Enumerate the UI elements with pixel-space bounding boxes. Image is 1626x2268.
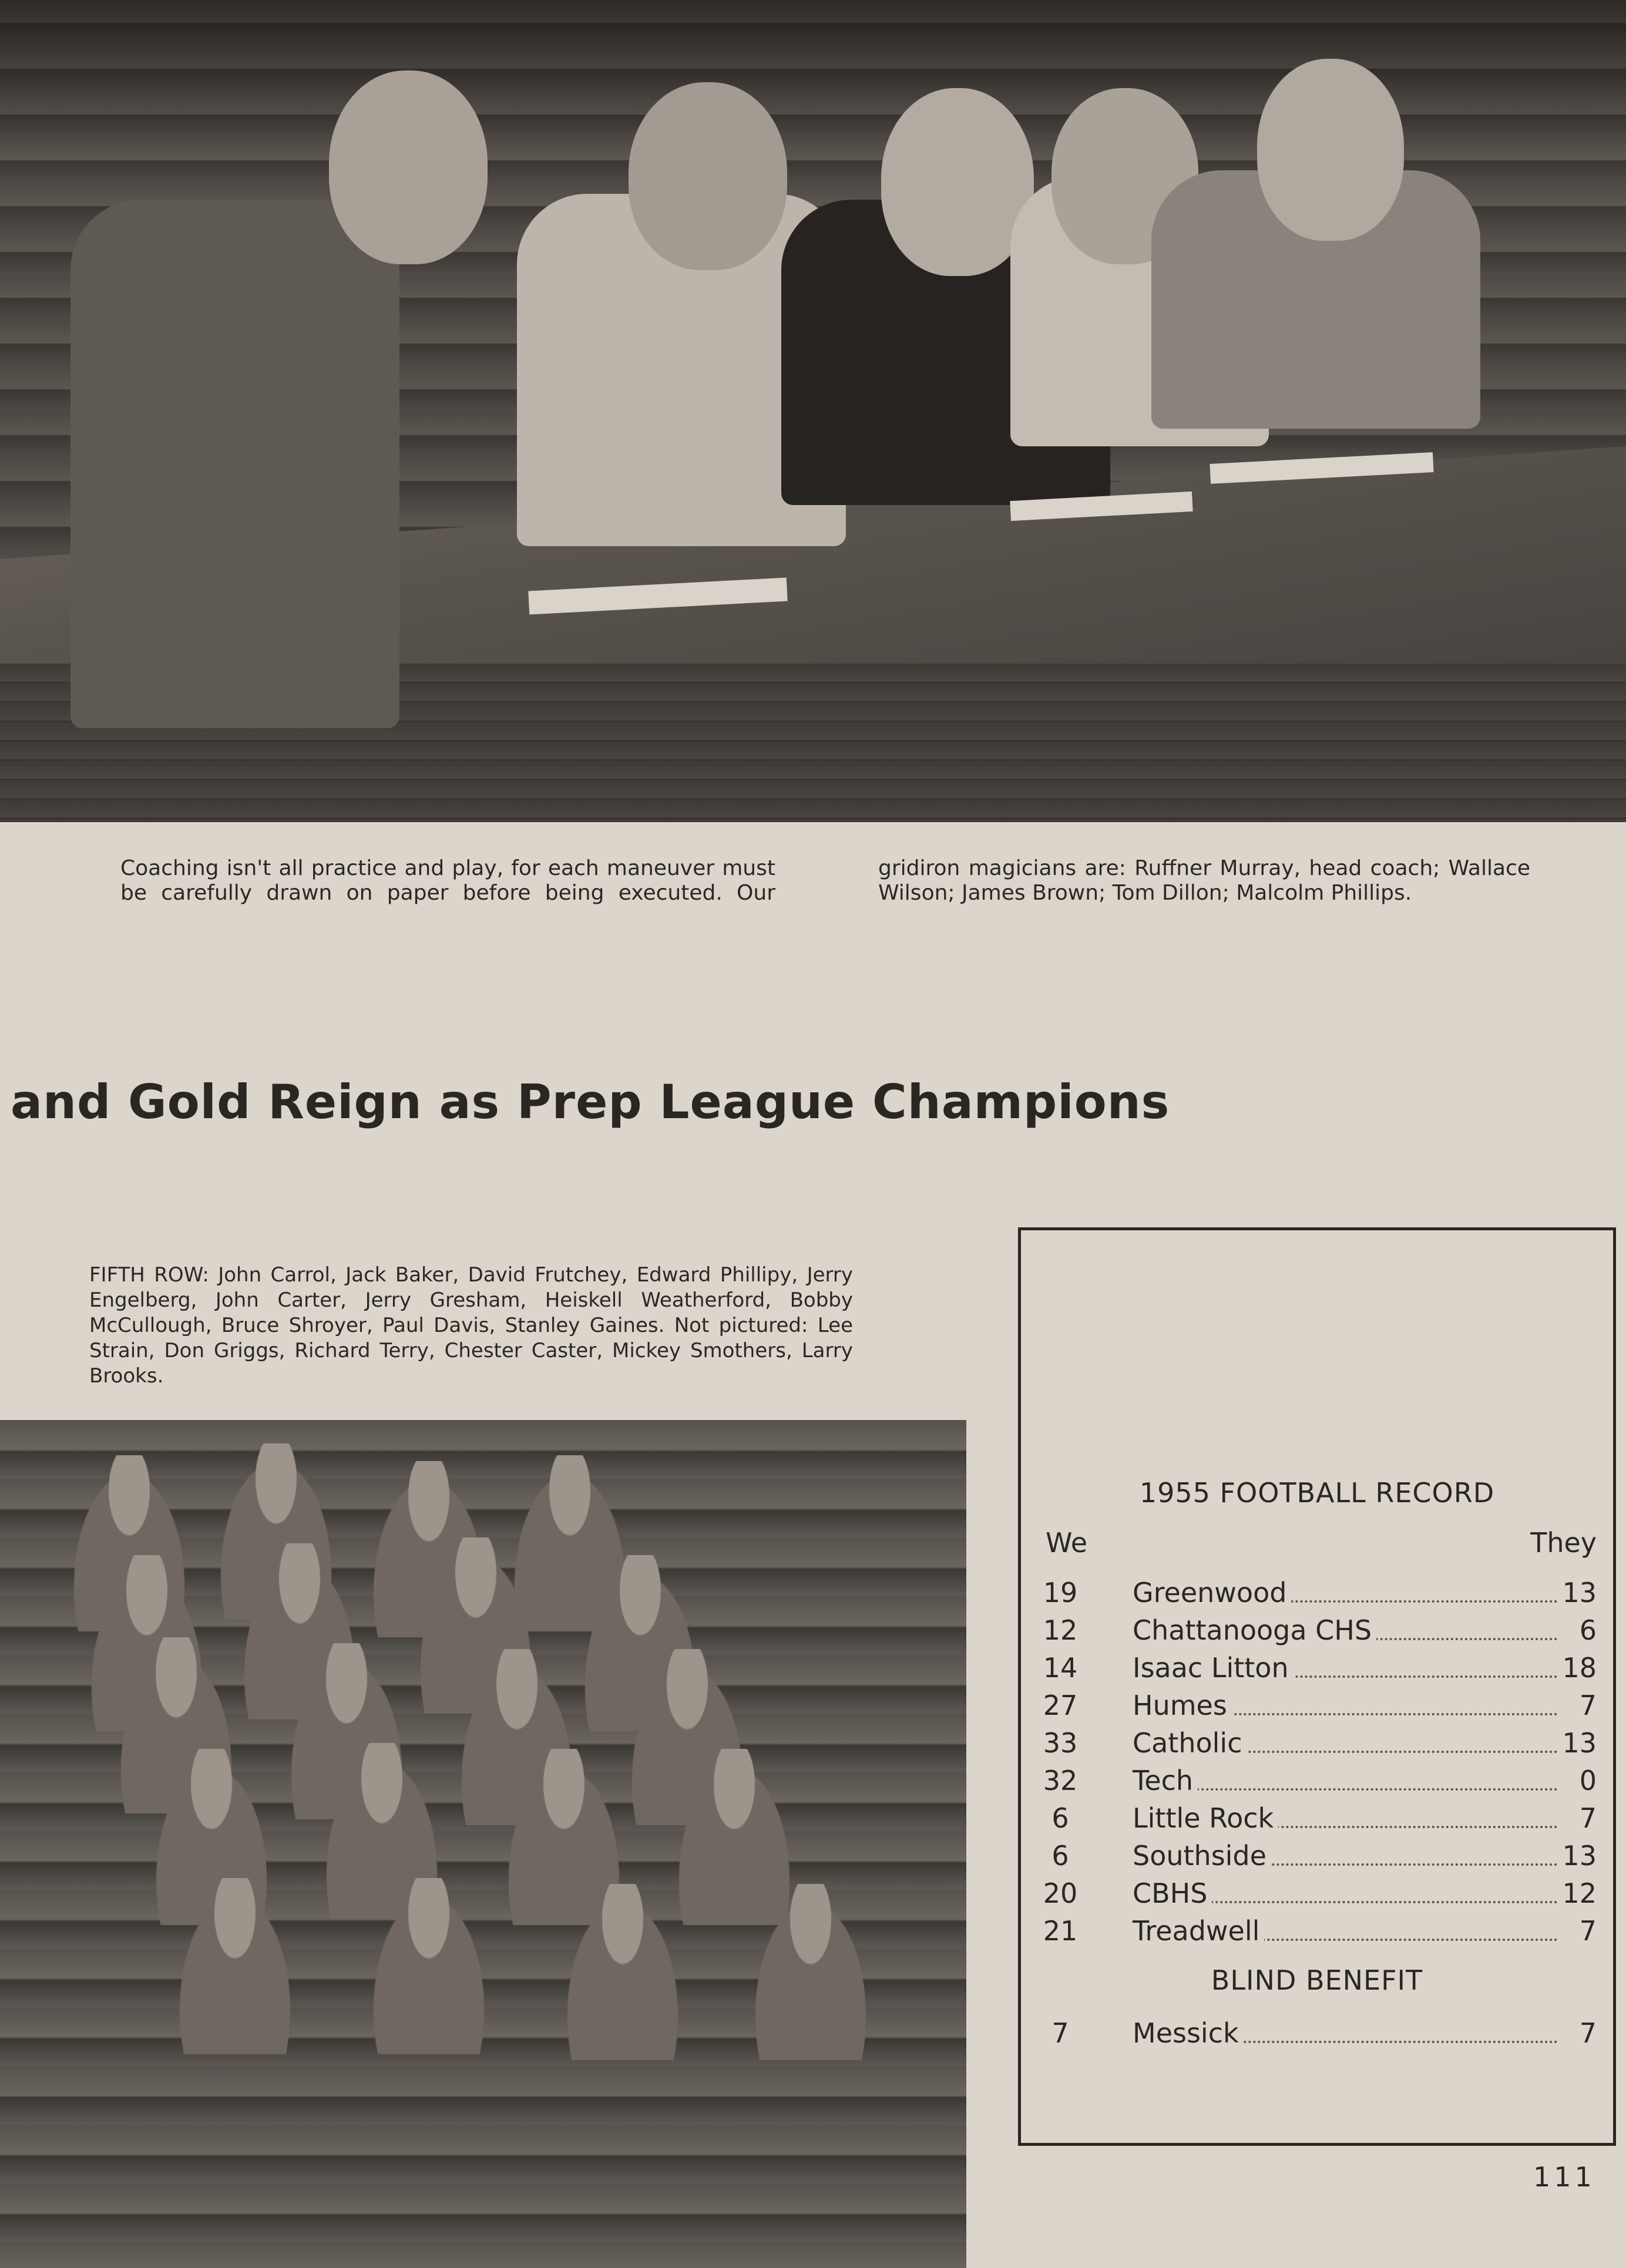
game-row: [1021, 1765, 1613, 1802]
leader-dots: [1135, 1788, 1557, 1791]
they-score: 13: [1562, 1840, 1597, 1872]
game-row: [1021, 1877, 1613, 1915]
they-score: 7: [1579, 1915, 1597, 1947]
coach-head: [1257, 59, 1404, 241]
we-column-label: We: [1046, 1527, 1088, 1559]
we-score: 12: [1043, 1614, 1078, 1646]
opponent-name: Greenwood: [1133, 1577, 1291, 1609]
game-row: [1021, 1915, 1613, 1953]
opponent-name: Isaac Litton: [1133, 1652, 1294, 1684]
game-row: [1021, 1577, 1613, 1614]
they-score: 12: [1562, 1877, 1597, 1909]
game-row: [1021, 1690, 1613, 1727]
they-score: 18: [1562, 1652, 1597, 1684]
we-score: 20: [1043, 1877, 1078, 1909]
team-photo: [0, 1420, 966, 2268]
they-score: 7: [1579, 2017, 1597, 2049]
they-score: 7: [1579, 1802, 1597, 1834]
they-score: 13: [1562, 1727, 1597, 1759]
coaches-photo: [0, 0, 1626, 822]
opponent-name: Tech: [1133, 1765, 1198, 1796]
record-title: 1955 FOOTBALL RECORD: [1139, 1477, 1495, 1509]
they-score: 7: [1579, 1690, 1597, 1721]
page-number: 111: [1533, 2161, 1595, 2193]
they-score: 0: [1579, 1765, 1597, 1796]
we-score: 7: [1051, 2017, 1069, 2049]
photo-caption-left: Coaching isn't all practice and play, for each maneuver must be carefully drawn on paper before being executed. Our: [120, 856, 775, 905]
roster-caption: FIFTH ROW: John Carrol, Jack Baker, David Frutchey, Edward Phillipy, Jerry Engelberg, John Carter, Jerry Gresham, Heiskell Weatherford, Bobby McCullough, Bruce Shroyer, Paul Davis, Stanley Gaines. Not pictured: Lee Strain, Don Griggs, Richard Terry, Chester Caster, Mickey Smothers, Larry Brooks.: [89, 1263, 853, 1388]
we-score: 19: [1043, 1577, 1078, 1609]
we-score: 32: [1043, 1765, 1078, 1796]
we-score: 27: [1043, 1690, 1078, 1721]
we-score: 6: [1051, 1840, 1069, 1872]
game-row: [1021, 1614, 1613, 1652]
opponent-name: Messick: [1133, 2017, 1244, 2049]
game-row: [1021, 1840, 1613, 1877]
game-row: [1021, 1727, 1613, 1765]
opponent-name: Little Rock: [1133, 1802, 1278, 1834]
opponent-name: Humes: [1133, 1690, 1232, 1721]
player-figure: [558, 1884, 687, 2060]
game-row: [1021, 2017, 1613, 2055]
we-score: 33: [1043, 1727, 1078, 1759]
player-figure: [364, 1878, 493, 2054]
blind-benefit-title: BLIND BENEFIT: [1211, 1964, 1423, 1996]
player-figure: [170, 1878, 300, 2054]
coach-figure: [70, 200, 399, 728]
page-headline: and Gold Reign as Prep League Champions: [11, 1075, 1170, 1129]
we-score: 14: [1043, 1652, 1078, 1684]
opponent-name: CBHS: [1133, 1877, 1212, 1909]
coach-head: [329, 70, 488, 264]
we-score: 6: [1051, 1802, 1069, 1834]
game-row: [1021, 1652, 1613, 1690]
opponent-name: Southside: [1133, 1840, 1271, 1872]
opponent-name: Treadwell: [1133, 1915, 1264, 1947]
they-score: 6: [1579, 1614, 1597, 1646]
we-score: 21: [1043, 1915, 1078, 1947]
game-row: [1021, 1802, 1613, 1840]
opponent-name: Catholic: [1133, 1727, 1247, 1759]
coach-head: [629, 82, 787, 270]
football-record-box: [1018, 1227, 1616, 2146]
they-column-label: They: [1530, 1527, 1597, 1559]
they-score: 13: [1562, 1577, 1597, 1609]
opponent-name: Chattanooga CHS: [1133, 1614, 1376, 1646]
photo-caption-right: gridiron magicians are: Ruffner Murray, head coach; Wallace Wilson; James Brown; Tom Dillon; Malcolm Phillips.: [878, 856, 1530, 905]
player-figure: [746, 1884, 875, 2060]
